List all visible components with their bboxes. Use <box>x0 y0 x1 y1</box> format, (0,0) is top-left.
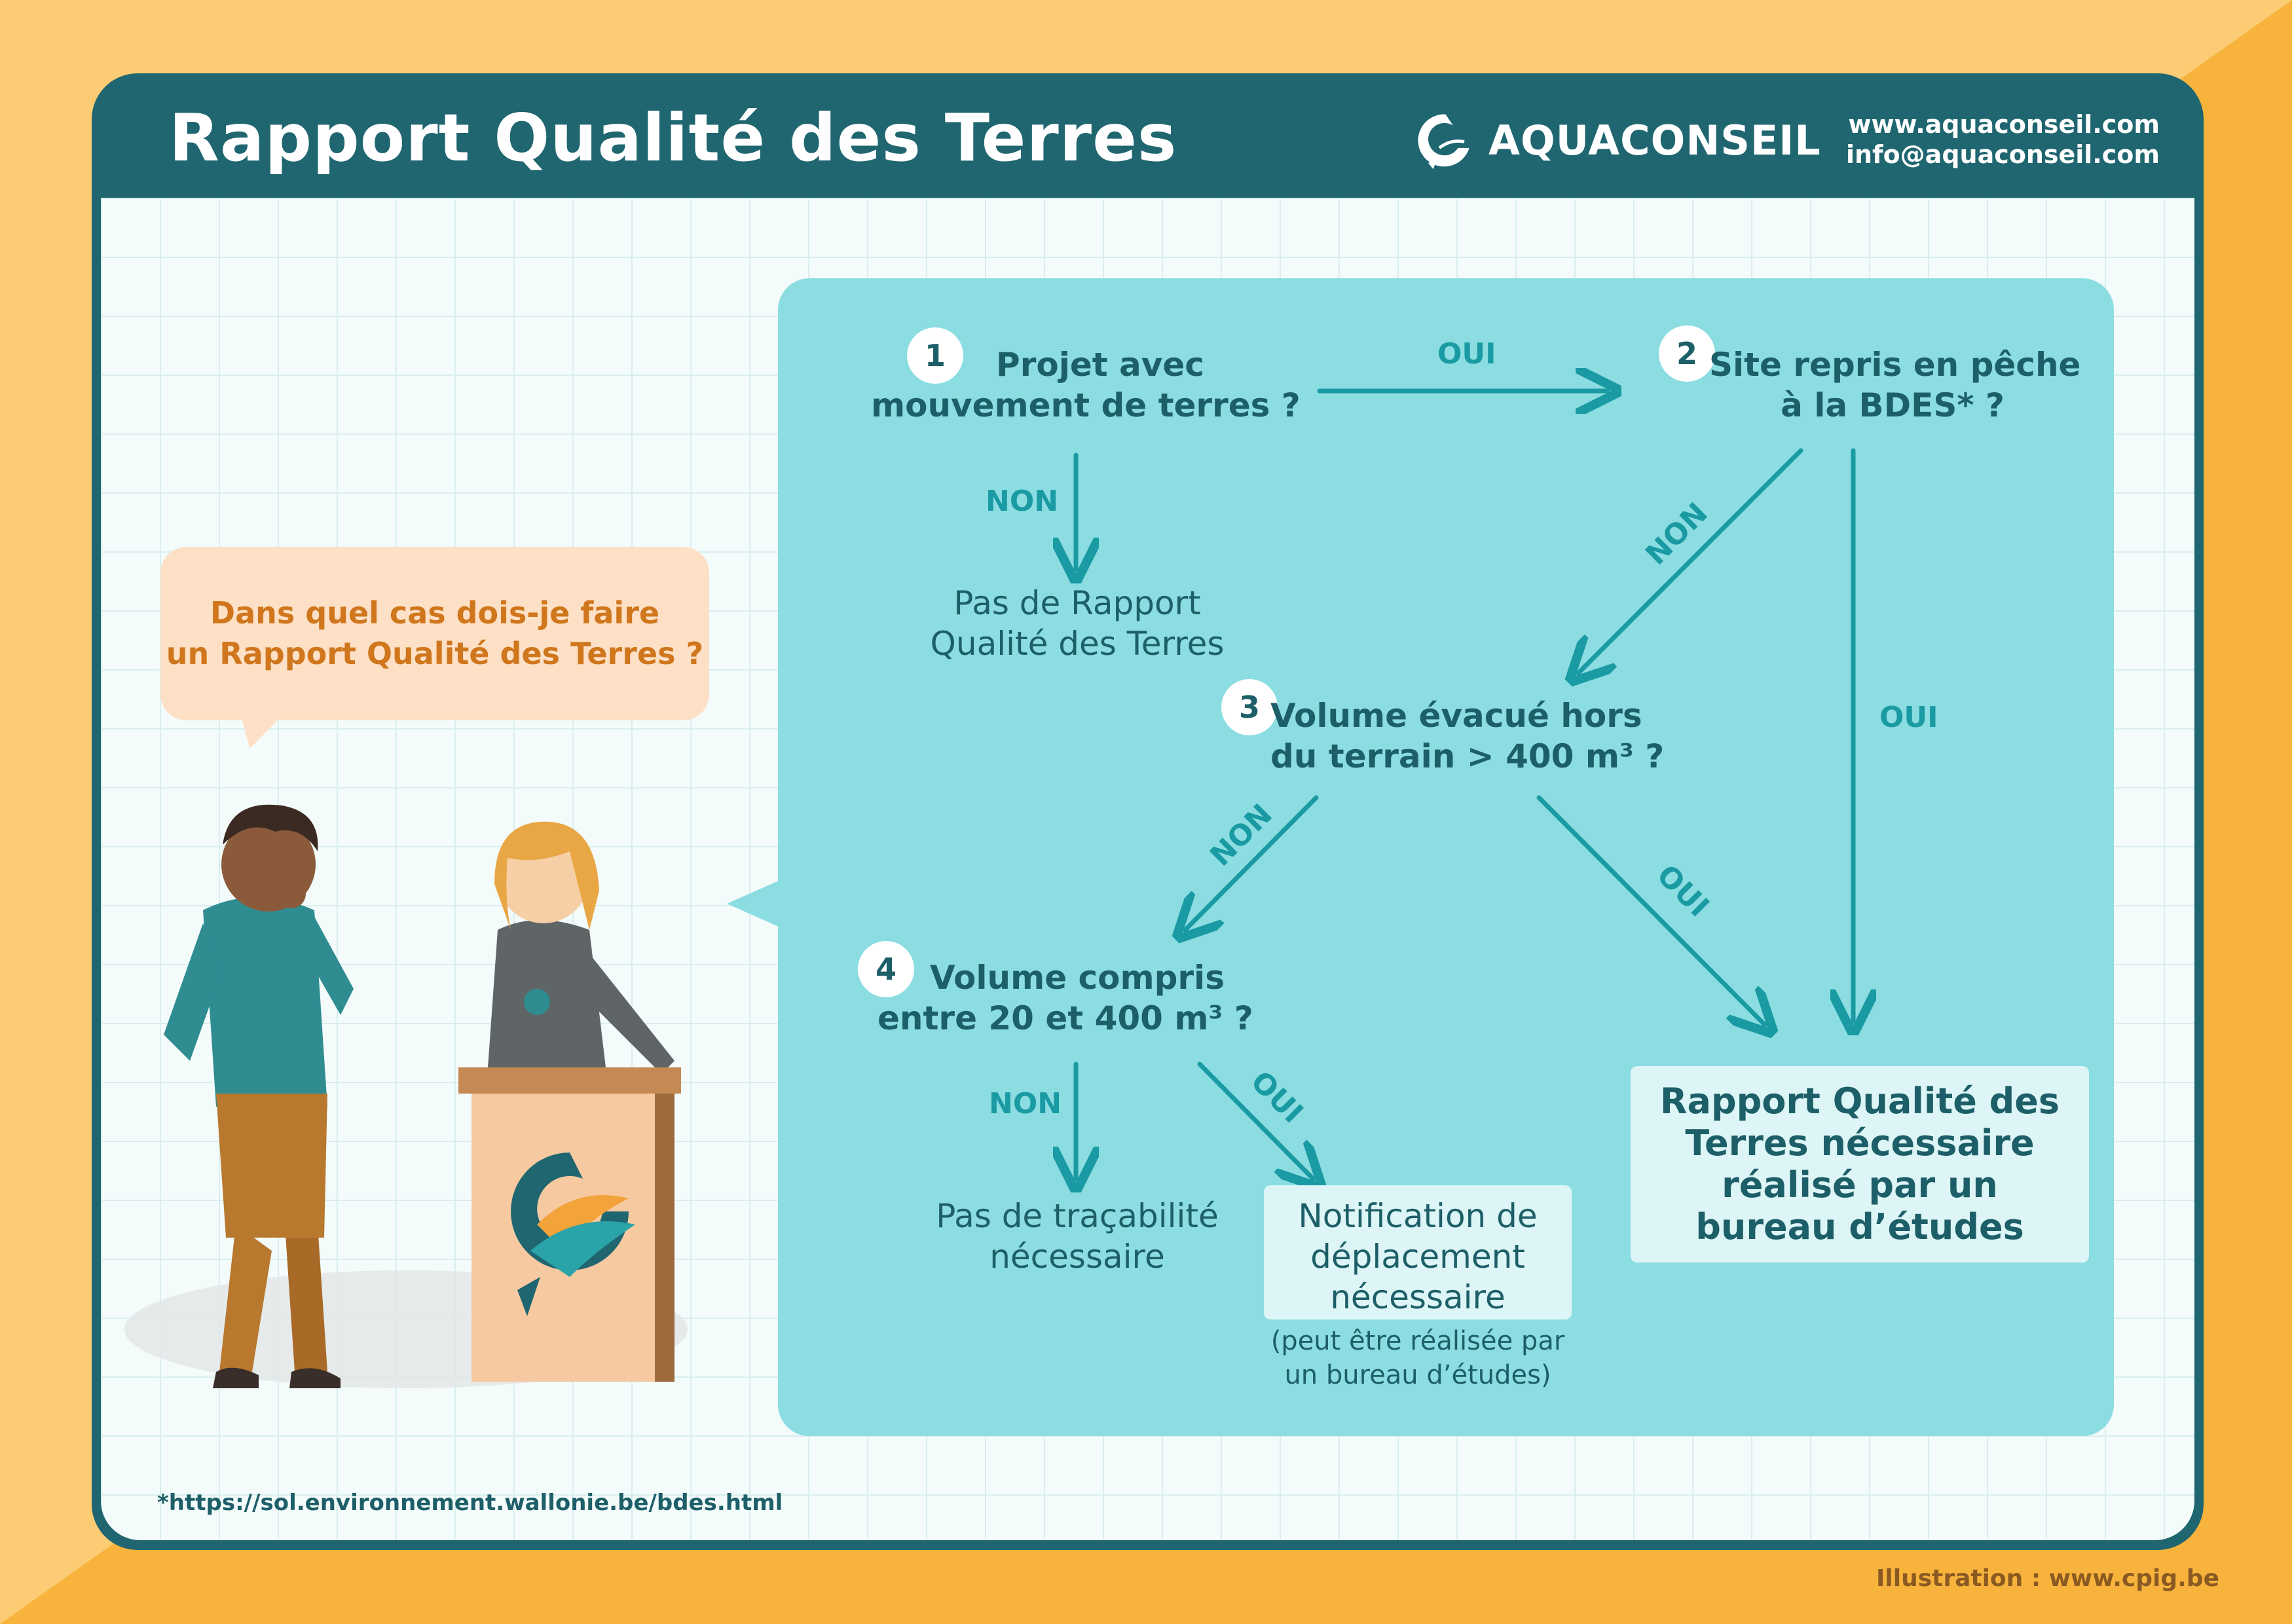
question-3-line-1: Volume évacué hors <box>1270 697 1642 735</box>
question-3-line-2: du terrain > 400 m³ ? <box>1270 737 1665 775</box>
question-4-line-2: entre 20 et 400 m³ ? <box>878 999 1253 1037</box>
step-2-number: 2 <box>1659 325 1715 382</box>
step-4-number: 4 <box>858 941 914 997</box>
outcome-notification-line-1: Notification de <box>1298 1197 1538 1235</box>
label-q3-yes: OUI <box>1650 858 1716 924</box>
question-4-line-1: Volume compris <box>930 959 1225 997</box>
question-2-line-1: Site repris en pêche <box>1709 346 2081 384</box>
label-q4-no: NON <box>989 1087 1062 1120</box>
question-4 <box>878 957 1253 1039</box>
label-q2-no: NON <box>1639 496 1714 572</box>
label-q1-yes: OUI <box>1437 337 1496 371</box>
outcome-no-report-line-1: Pas de Rapport <box>953 584 1201 622</box>
website-link[interactable]: www.aquaconseil.com <box>1848 110 2160 139</box>
final-outcome <box>1631 1080 2089 1248</box>
final-outcome-line-1: Rapport Qualité des <box>1659 1080 2060 1122</box>
final-outcome-line-2: Terres nécessaire <box>1685 1122 2035 1164</box>
final-outcome-line-4: bureau d’études <box>1695 1206 2024 1247</box>
question-1-line-2: mouvement de terres ? <box>871 386 1301 424</box>
question-3 <box>1270 695 1665 777</box>
outcome-notification-line-2: déplacement <box>1310 1238 1525 1276</box>
question-1 <box>871 344 1301 426</box>
label-q2-yes: OUI <box>1879 701 1938 734</box>
step-3-number: 3 <box>1221 679 1278 735</box>
speech-line-1: Dans quel cas dois-je faire <box>210 595 660 631</box>
outcome-no-traceability-line-2: nécessaire <box>989 1238 1165 1276</box>
step-1-number: 1 <box>907 327 963 384</box>
outcome-no-report <box>904 583 1251 664</box>
arrow-q3-final <box>1539 798 1765 1025</box>
outcome-no-report-line-2: Qualité des Terres <box>930 625 1225 663</box>
speech-line-2: un Rapport Qualité des Terres ? <box>166 636 704 671</box>
email-link[interactable]: info@aquaconseil.com <box>1845 140 2160 169</box>
arrow-q2-q3 <box>1578 451 1801 673</box>
brand-name: AQUACONSEIL <box>1488 117 1821 164</box>
outcome-no-traceability <box>904 1196 1251 1277</box>
label-q3-no: NON <box>1204 798 1279 873</box>
footnote-link[interactable]: *https://sol.environnement.wallonie.be/bdes.html <box>157 1490 783 1516</box>
outcome-notification-note <box>1248 1324 1588 1392</box>
label-q1-no: NON <box>986 485 1059 518</box>
outcome-notification-note-2: un bureau d’études) <box>1284 1360 1551 1390</box>
outcome-notification-line-3: nécessaire <box>1330 1278 1506 1316</box>
page-title: Rapport Qualité des Terres <box>169 100 1177 176</box>
outcome-notification <box>1248 1196 1588 1392</box>
label-q4-yes: OUI <box>1244 1064 1310 1130</box>
illustration-credit: Illustration : www.cpig.be <box>1876 1565 2219 1592</box>
outcome-no-traceability-line-1: Pas de traçabilité <box>936 1197 1219 1235</box>
outcome-notification-note-1: (peut être réalisée par <box>1270 1326 1565 1356</box>
question-1-line-1: Projet avec <box>996 346 1204 384</box>
question-2-line-2: à la BDES* ? <box>1781 386 2005 424</box>
final-outcome-line-3: réalisé par un <box>1722 1164 1998 1206</box>
question-2 <box>1709 344 2081 426</box>
